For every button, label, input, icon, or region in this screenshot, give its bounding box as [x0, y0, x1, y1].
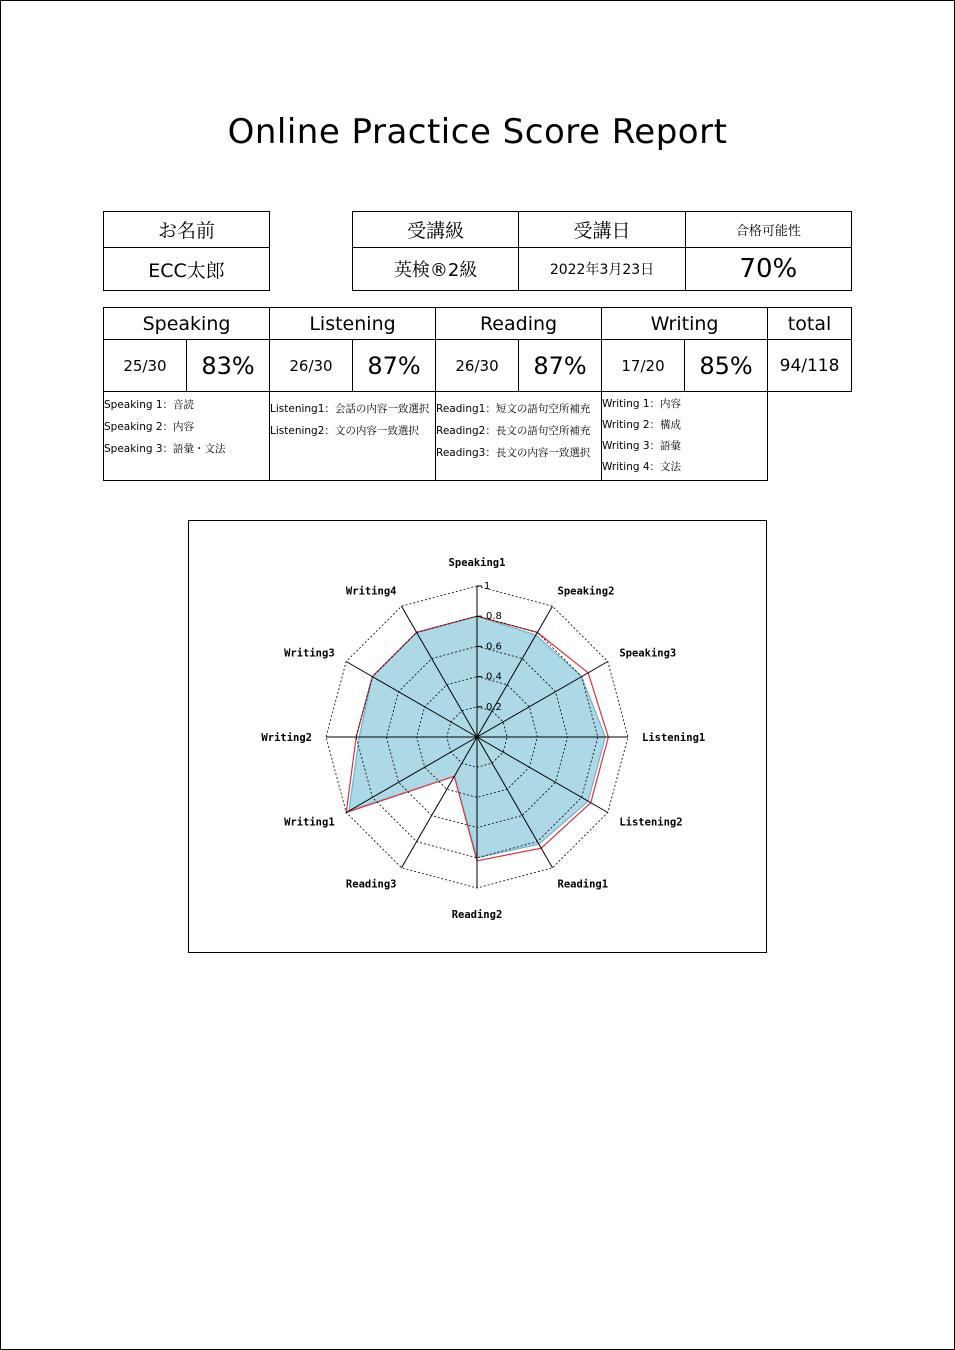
radar-axis-label: Listening2 — [619, 816, 683, 829]
writing-items — [602, 392, 768, 481]
speaking-item: Speaking 2：内容 — [104, 421, 195, 433]
writing-item: Writing 1：内容 — [602, 398, 682, 410]
student-name-table — [103, 211, 270, 291]
speaking-item: Speaking 3：語彙・文法 — [104, 443, 226, 455]
total-score: 94/118 — [768, 340, 852, 392]
reading-percent: 87% — [519, 340, 602, 392]
radar-axis-label: Writing2 — [261, 732, 312, 744]
reading-item: Reading2：長文の語句空所補充 — [436, 425, 591, 437]
radar-axis-label: Speaking2 — [557, 585, 615, 598]
writing-score: 17/20 — [602, 340, 685, 392]
speaking-score: 25/30 — [104, 340, 187, 392]
radar-axis-label: Writing1 — [284, 816, 335, 829]
radar-axis-label: Writing4 — [345, 585, 397, 598]
grade-value: 英検®2級 — [353, 248, 519, 291]
radar-tick-label: 0.8 — [486, 611, 502, 623]
radar-axis-label: Listening1 — [642, 732, 706, 744]
section-header-listening: Listening — [270, 308, 436, 340]
reading-score: 26/30 — [436, 340, 519, 392]
listening-items — [270, 392, 436, 481]
course-info-table — [352, 211, 852, 291]
student-name: ECC太郎 — [104, 248, 270, 291]
listening-percent: 87% — [353, 340, 436, 392]
section-header-reading: Reading — [436, 308, 602, 340]
reading-item: Reading1：短文の語句空所補充 — [436, 403, 591, 415]
reading-items — [436, 392, 602, 481]
pass-value: 70% — [685, 248, 851, 291]
name-label: お名前 — [104, 212, 270, 248]
radar-axis-label: Reading3 — [345, 878, 397, 891]
radar-tick-label: 1 — [484, 581, 491, 592]
radar-chart — [189, 521, 766, 952]
date-label: 受講日 — [519, 212, 685, 248]
pass-label: 合格可能性 — [685, 212, 851, 248]
listening-item: Listening2：文の内容一致選択 — [270, 425, 419, 437]
date-value: 2022年3月23日 — [519, 248, 685, 291]
report-title: Online Practice Score Report — [227, 112, 728, 152]
speaking-item: Speaking 1：音読 — [104, 399, 195, 411]
writing-item: Writing 3：語彙 — [602, 440, 682, 452]
speaking-percent: 83% — [187, 340, 270, 392]
radar-axis-label: Speaking1 — [448, 557, 506, 569]
radar-axis-label: Speaking3 — [619, 647, 677, 660]
radar-tick-label: 0.2 — [486, 701, 502, 713]
section-header-speaking: Speaking — [104, 308, 270, 340]
radar-axis-label: Writing3 — [284, 647, 335, 660]
radar-chart-frame — [188, 520, 767, 953]
radar-axis-label: Reading1 — [557, 878, 609, 891]
writing-item: Writing 2：構成 — [602, 419, 682, 431]
reading-item: Reading3：長文の内容一致選択 — [436, 447, 591, 459]
writing-percent: 85% — [685, 340, 768, 392]
writing-item: Writing 4：文法 — [602, 461, 682, 473]
grade-label: 受講級 — [353, 212, 519, 248]
radar-tick-label: 0.4 — [486, 671, 502, 683]
listening-item: Listening1：会話の内容一致選択 — [270, 403, 430, 415]
radar-axis-label: Reading2 — [451, 909, 503, 921]
speaking-items — [104, 392, 270, 481]
radar-tick-label: 0.6 — [486, 641, 502, 653]
score-table — [103, 307, 852, 481]
total-header: total — [768, 308, 852, 340]
section-header-writing: Writing — [602, 308, 768, 340]
empty-cell — [768, 392, 852, 481]
listening-score: 26/30 — [270, 340, 353, 392]
